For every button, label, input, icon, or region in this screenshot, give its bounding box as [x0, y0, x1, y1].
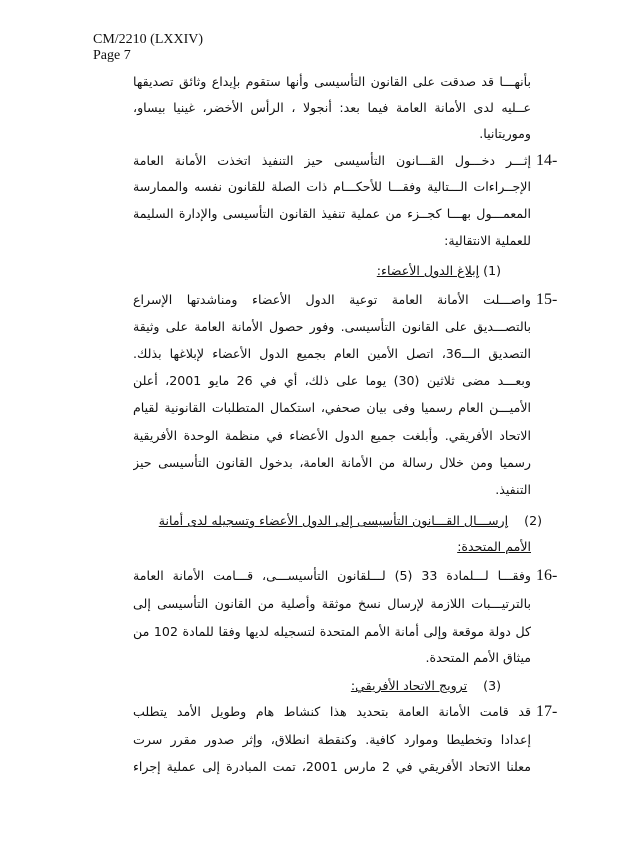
text-line: كل دولة موقعة وإلى أمانة الأمم المتحدة لتسجيله لديها وفقا للمادة 102 من — [133, 624, 531, 639]
text-line: إعدادا وتخطيطا وموارد كافية. وكنقطة انطلاق، وإثر صدور مقرر سرت — [133, 732, 531, 747]
text-line: إثـــر دخـــول القـــانون التأسيسى حيز التنفيذ اتخذت الأمانة العامة — [133, 153, 531, 168]
text-line: بالتصـــديق على القانون التأسيسى. وفور حصول الأمانة العامة على وثيقة — [133, 319, 531, 334]
text-line: التنفيذ. — [495, 482, 531, 497]
section-heading — [122, 509, 542, 533]
heading-text: ترويج الاتحاد الأفريقي: — [350, 678, 468, 693]
page-number: Page 7 — [93, 48, 131, 63]
section-heading — [133, 535, 531, 559]
text-line: قد قامت الأمانة العامة بتحديد هذا كنشاط هام وطويل الأمد يتطلب — [133, 704, 531, 719]
text-line: بأنهـــا قد صدقت على القانون التأسيسى وأنها ستقوم بإيداع وثائق تصديقها — [133, 74, 531, 89]
text-line: المعمـــول بهـــا كجــزء من عملية تنفيذ القانون التأسيسى والإدارة السليمة — [133, 206, 531, 221]
document-code: CM/2210 (LXXIV) — [93, 32, 204, 47]
paragraph-number: 17- — [536, 703, 558, 720]
section-heading — [133, 259, 531, 283]
text-line: معلنا الاتحاد الأفريقي في 2 مارس 2001، تمت المبادرة إلى عملية إجراء — [133, 759, 531, 774]
text-line: الاتحاد الأفريقي. وأبلغت جميع الدول الأعضاء في منظمة الوحدة الأفريقية — [133, 428, 531, 443]
text-line: بالترتيـــبات اللازمة لإرسال نسخ موثقة وأصلية من القانون التأسيسى إلى — [133, 596, 531, 611]
text-line: للعملية الانتقالية: — [444, 233, 531, 248]
text-line: وبعـــد مضى ثلاثين (30) يوما على ذلك، أي في 26 مايو 2001، أعلن — [133, 373, 531, 388]
heading-text: إرســـال القـــانون التأسيسى إلى الدول الأعضاء وتسجيله لدى أمانة — [158, 513, 509, 528]
heading-text: الأمم المتحدة: — [457, 539, 531, 554]
heading-number: (3) — [467, 678, 501, 693]
text-line: الإجــراءات الـــتالية وفقـــا للأحكـــام ذات الصلة للقانون نفسه والممارسة — [133, 179, 531, 194]
text-line: وموريتانيا. — [479, 126, 531, 141]
text-line: رسميا ومن خلال رسالة من الأمانة العامة، بدخول القانون التأسيسى حيز — [133, 455, 531, 470]
text-line: عــليه لدى الأمانة العامة فيما بعد: أنجولا ، الرأس الأخضر، غينيا بيساو، — [133, 100, 531, 115]
paragraph-number: 15- — [536, 291, 558, 308]
section-heading — [133, 674, 531, 698]
heading-number: (2) — [508, 513, 542, 528]
heading-number: (1) — [479, 263, 501, 278]
paragraph-number: 14- — [536, 152, 558, 169]
text-line: واصـــلت الأمانة العامة توعية الدول الأعضاء ومناشدتها الإسراع — [133, 292, 531, 307]
paragraph-number: 16- — [536, 567, 558, 584]
text-line: وفقـــا لـــلمادة 33 (5) لـــلقانون التأسيســـى، قـــامت الأمانة العامة — [133, 568, 531, 583]
text-line: ميثاق الأمم المتحدة. — [425, 650, 531, 665]
text-line: التصديق الـــ36، اتصل الأمين العام بجميع الدول الأعضاء لإبلاغها بذلك. — [133, 346, 531, 361]
heading-text: إبلاغ الدول الأعضاء: — [376, 263, 480, 278]
text-line: الأميـــن العام رسميا وفى بيان صحفي، استكمال المتطلبات القانونية لقيام — [133, 400, 531, 415]
